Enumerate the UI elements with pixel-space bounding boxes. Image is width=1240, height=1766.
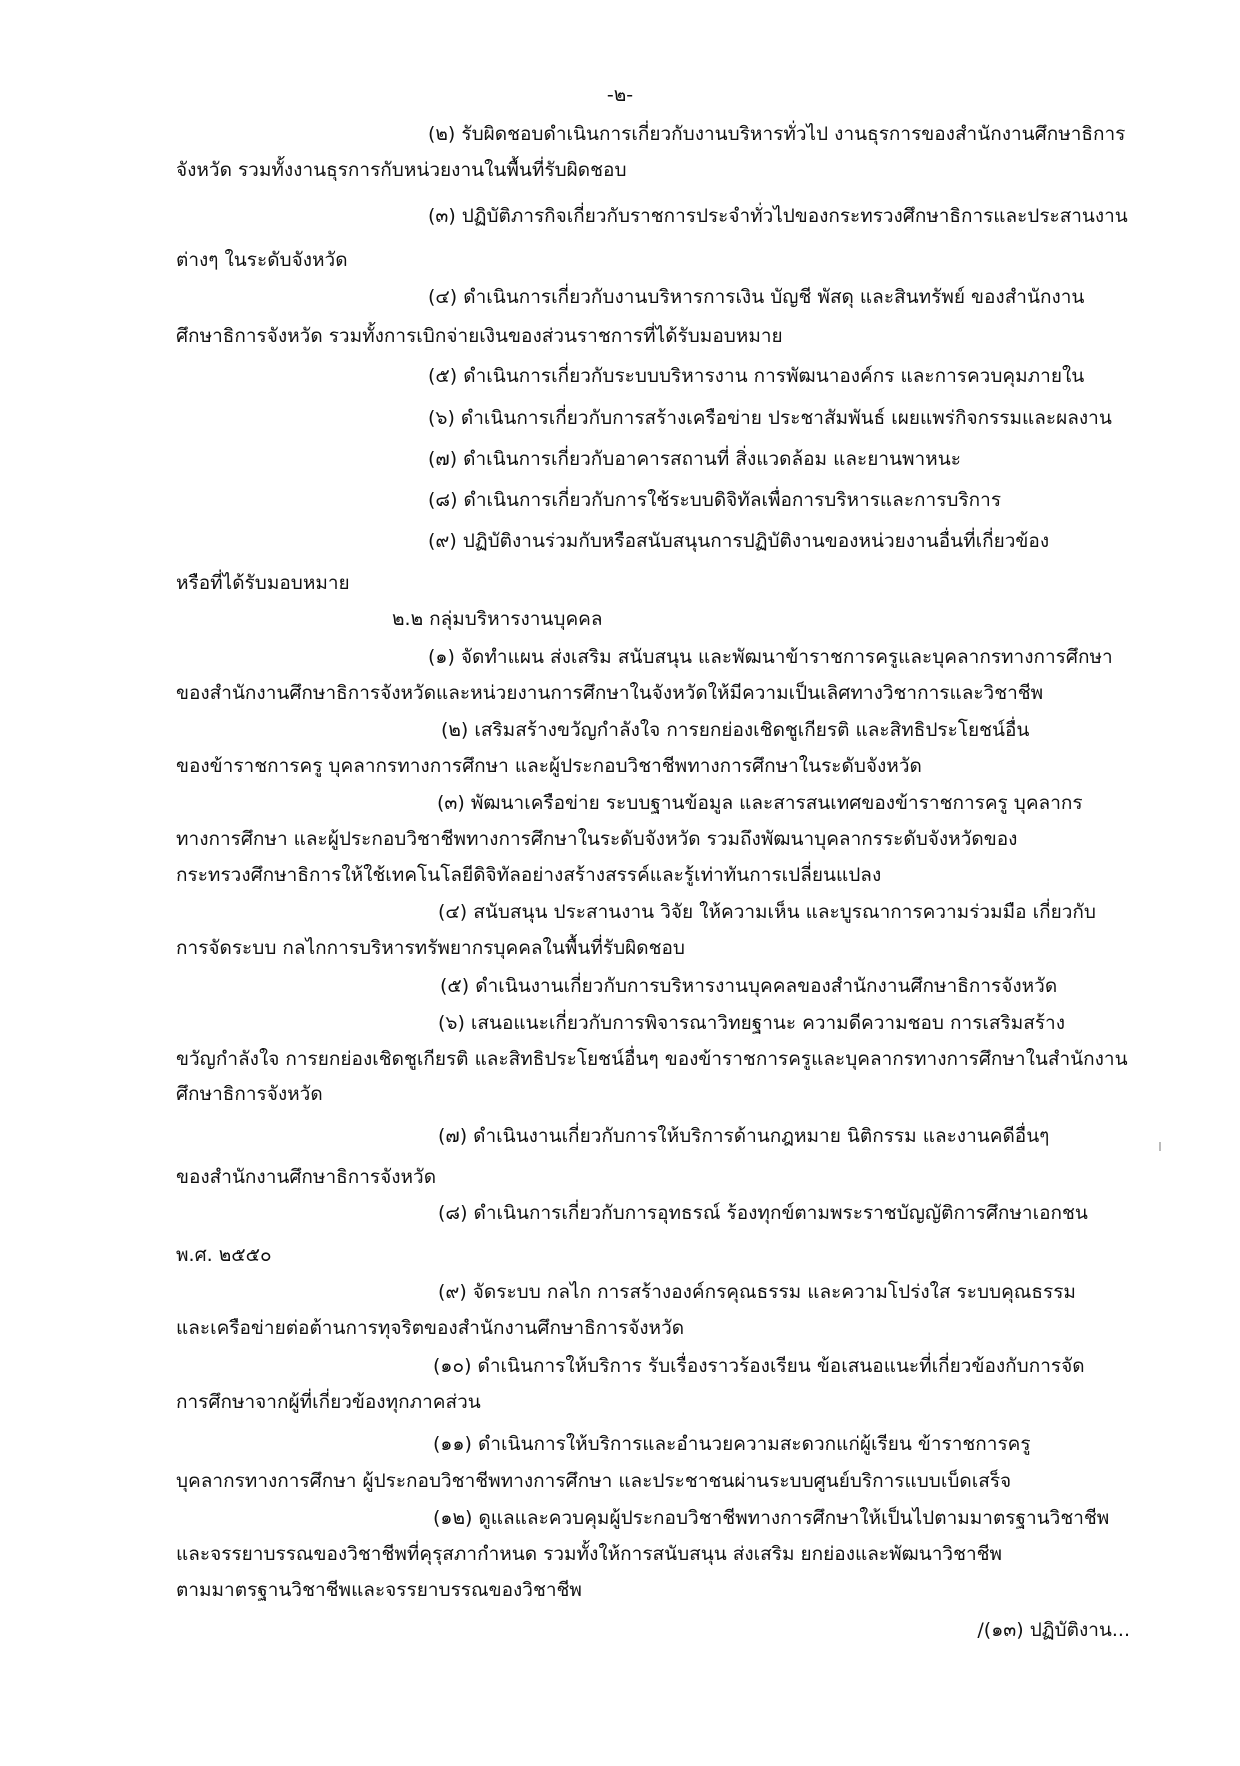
text-line: (๘) ดำเนินการเกี่ยวกับการใช้ระบบดิจิทัลเพื่อการบริหารและการบริการ <box>428 489 1002 511</box>
text-line: ต่างๆ ในระดับจังหวัด <box>176 249 348 271</box>
text-line: การศึกษาจากผู้ที่เกี่ยวข้องทุกภาคส่วน <box>176 1391 481 1413</box>
page-number: -๒- <box>606 84 634 106</box>
text-line: (๘) ดำเนินการเกี่ยวกับการอุทธรณ์ ร้องทุกข์ตามพระราชบัญญัติการศึกษาเอกชน <box>438 1202 1088 1224</box>
text-line: (๔) ดำเนินการเกี่ยวกับงานบริหารการเงิน บัญชี พัสดุ และสินทรัพย์ ของสำนักงาน <box>428 286 1085 308</box>
text-line: (๒) เสริมสร้างขวัญกำลังใจ การยกย่องเชิดชูเกียรติ และสิทธิประโยชน์อื่น <box>441 719 1030 741</box>
text-line: ของข้าราชการครู บุคลากรทางการศึกษา และผู้ประกอบวิชาชีพทางการศึกษาในระดับจังหวัด <box>176 755 922 777</box>
text-line: (๒) รับผิดชอบดำเนินการเกี่ยวกับงานบริหารทั่วไป งานธุรการของสำนักงานศึกษาธิการ <box>428 123 1126 145</box>
continuation-note: /(๑๓) ปฏิบัติงาน... <box>977 1619 1130 1641</box>
text-line: (๖) ดำเนินการเกี่ยวกับการสร้างเครือข่าย ประชาสัมพันธ์ เผยแพร่กิจกรรมและผลงาน <box>428 407 1112 429</box>
text-line: หรือที่ได้รับมอบหมาย <box>176 572 350 594</box>
text-line: (๙) จัดระบบ กลไก การสร้างองค์กรคุณธรรม และความโปร่งใส ระบบคุณธรรม <box>438 1281 1076 1303</box>
text-line: ตามมาตรฐานวิชาชีพและจรรยาบรรณของวิชาชีพ <box>176 1579 582 1601</box>
text-line: การจัดระบบ กลไกการบริหารทรัพยากรบุคคลในพื้นที่รับผิดชอบ <box>176 937 685 959</box>
text-line: (๑๒) ดูแลและควบคุมผู้ประกอบวิชาชีพทางการศึกษาให้เป็นไปตามมาตรฐานวิชาชีพ <box>433 1507 1110 1529</box>
text-line: (๗) ดำเนินงานเกี่ยวกับการให้บริการด้านกฎหมาย นิติกรรม และงานคดีอื่นๆ <box>438 1125 1050 1147</box>
text-line: (๖) เสนอแนะเกี่ยวกับการพิจารณาวิทยฐานะ ความดีความชอบ การเสริมสร้าง <box>438 1012 1065 1034</box>
text-line: กระทรวงศึกษาธิการให้ใช้เทคโนโลยีดิจิทัลอย่างสร้างสรรค์และรู้เท่าทันการเปลี่ยนแปลง <box>176 864 882 886</box>
text-line: (๓) พัฒนาเครือข่าย ระบบฐานข้อมูล และสารสนเทศของข้าราชการครู บุคลากร <box>437 792 1083 814</box>
text-line: (๔) สนับสนุน ประสานงาน วิจัย ให้ความเห็น และบูรณาการความร่วมมือ เกี่ยวกับ <box>438 901 1096 923</box>
text-line: ทางการศึกษา และผู้ประกอบวิชาชีพทางการศึกษาในระดับจังหวัด รวมถึงพัฒนาบุคลากรระดับจังหวัดของ <box>176 828 1018 850</box>
text-line: ของสำนักงานศึกษาธิการจังหวัด <box>176 1166 437 1188</box>
text-line: ศึกษาธิการจังหวัด รวมทั้งการเบิกจ่ายเงินของส่วนราชการที่ได้รับมอบหมาย <box>176 325 783 347</box>
text-line: (๓) ปฏิบัติภารกิจเกี่ยวกับราชการประจำทั่วไปของกระทรวงศึกษาธิการและประสานงาน <box>428 205 1128 227</box>
text-line: ขวัญกำลังใจ การยกย่องเชิดชูเกียรติ และสิทธิประโยชน์อื่นๆ ของข้าราชการครูและบุคลากรทางการศึกษาในสำนักงาน <box>176 1048 1128 1070</box>
text-line: ของสำนักงานศึกษาธิการจังหวัดและหน่วยงานการศึกษาในจังหวัดให้มีความเป็นเลิศทางวิชาการและวิชาชีพ <box>176 682 1044 704</box>
text-line: และเครือข่ายต่อต้านการทุจริตของสำนักงานศึกษาธิการจังหวัด <box>176 1317 685 1339</box>
text-line: ศึกษาธิการจังหวัด <box>176 1083 323 1105</box>
scan-mark <box>1159 1142 1161 1151</box>
text-line: (๕) ดำเนินงานเกี่ยวกับการบริหารงานบุคคลของสำนักงานศึกษาธิการจังหวัด <box>440 975 1058 997</box>
section-heading: ๒.๒ กลุ่มบริหารงานบุคคล <box>392 608 603 630</box>
text-line: จังหวัด รวมทั้งงานธุรการกับหน่วยงานในพื้นที่รับผิดชอบ <box>176 159 627 181</box>
text-line: (๕) ดำเนินการเกี่ยวกับระบบบริหารงาน การพัฒนาองค์กร และการควบคุมภายใน <box>428 365 1085 387</box>
text-line: (๑) จัดทำแผน ส่งเสริม สนับสนุน และพัฒนาข้าราชการครูและบุคลากรทางการศึกษา <box>428 646 1113 668</box>
text-line: บุคลากรทางการศึกษา ผู้ประกอบวิชาชีพทางการศึกษา และประชาชนผ่านระบบศูนย์บริการแบบเบ็ดเสร็จ <box>176 1470 1012 1492</box>
text-line: (๑๐) ดำเนินการให้บริการ รับเรื่องราวร้องเรียน ข้อเสนอแนะที่เกี่ยวข้องกับการจัด <box>433 1355 1085 1377</box>
text-line: พ.ศ. ๒๕๕๐ <box>176 1244 272 1266</box>
text-line: (๙) ปฏิบัติงานร่วมกับหรือสนับสนุนการปฏิบัติงานของหน่วยงานอื่นที่เกี่ยวข้อง <box>428 530 1050 552</box>
text-line: (๑๑) ดำเนินการให้บริการและอำนวยความสะดวกแก่ผู้เรียน ข้าราชการครู <box>433 1433 1031 1455</box>
text-line: (๗) ดำเนินการเกี่ยวกับอาคารสถานที่ สิ่งแวดล้อม และยานพาหนะ <box>428 448 961 470</box>
text-line: และจรรยาบรรณของวิชาชีพที่คุรุสภากำหนด รวมทั้งให้การสนับสนุน ส่งเสริม ยกย่องและพัฒนาวิชาชีพ <box>176 1543 1003 1565</box>
